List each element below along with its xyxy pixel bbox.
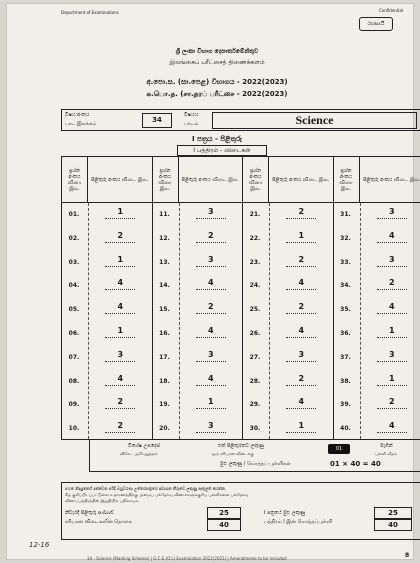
question-number: 16.: [159, 329, 170, 337]
question-number: 37.: [340, 353, 351, 361]
subject-number-label-ta: பாட இலக்கம்: [65, 121, 97, 127]
marking-note-panel: [61, 482, 420, 540]
subject-name-label-ta: பாடம்: [184, 121, 199, 127]
answer-value: 4: [207, 325, 214, 335]
special-instructions-si: විශේෂ උපදෙස්: [128, 443, 160, 449]
answer-value: 3: [207, 254, 214, 264]
answer-value: 4: [298, 397, 305, 407]
answer-underline: [286, 432, 316, 433]
dept-english: Department of Examinations: [61, 10, 119, 15]
answer-underline: [286, 313, 316, 314]
header-answer-number-3: පිළිතුරු අංකය விடை இல.: [269, 157, 334, 203]
answer-value: 2: [388, 397, 395, 407]
header-question-number-4: ප්‍රශ්න අංකය வினா இல.: [334, 157, 360, 203]
confidential-label: Confidential: [379, 8, 404, 13]
question-number: 23.: [249, 258, 261, 266]
answer-value: 3: [207, 349, 214, 359]
header-answer-number-4: පිළිතුරු අංකය விடை இல.: [363, 177, 420, 183]
answer-value: 1: [388, 373, 395, 383]
handwritten-note: 12-16: [29, 541, 50, 549]
answer-underline: [196, 242, 226, 243]
header-question-number-1: ප්‍රශ්න අංකය வினா இல.: [62, 157, 88, 203]
question-number: 14.: [159, 282, 170, 290]
subject-number-label-si: විෂය අංකය: [65, 112, 90, 118]
answer-value: 4: [207, 373, 214, 383]
question-number: 25.: [249, 306, 261, 314]
paper-total-label-si: I පත්‍රයේ මුළු ලකුණු: [264, 510, 306, 516]
answer-underline: [105, 266, 135, 267]
answer-value: 1: [298, 421, 305, 431]
paper-title-si: I පත්‍රය - පිළිතුරු: [192, 135, 242, 143]
answer-underline: [105, 313, 135, 314]
answer-value: 4: [117, 302, 124, 312]
header-answer-number-1: පිළිතුරු අංකය விடை இல.: [88, 157, 153, 203]
marks-badge: 01: [328, 444, 350, 454]
answer-underline: [377, 313, 407, 314]
answer-underline: [105, 289, 135, 290]
answer-underline: [286, 289, 316, 290]
question-number: 05.: [68, 306, 80, 314]
question-number: 34.: [340, 282, 351, 290]
column-divider: [88, 203, 89, 439]
question-number: 27.: [249, 353, 261, 361]
answer-value: 2: [298, 373, 305, 383]
subject-name-value: Science: [212, 112, 417, 129]
answer-underline: [105, 408, 135, 409]
answer-value: 1: [388, 325, 395, 335]
answer-underline: [105, 337, 135, 338]
total-marks-label: මුළු ලකුණු / மொத்தப் புள்ளிகள்: [220, 461, 291, 467]
per-answer-label-si: එක් පිළිතුරකට ලකුණු: [218, 443, 265, 449]
question-number: 30.: [249, 425, 261, 433]
special-instructions-ta: விசேட அறிவுறுத்தல்: [120, 451, 158, 456]
answer-underline: [196, 218, 226, 219]
answer-underline: [196, 385, 226, 386]
answer-underline: [286, 242, 316, 243]
points-label-ta: புள்ளி வீதம்: [375, 451, 397, 456]
question-number: 36.: [340, 329, 351, 337]
answer-value: 2: [298, 254, 305, 264]
question-number: 18.: [159, 377, 170, 385]
per-answer-label-ta: ஒரு சரியான விடைக்கு: [212, 451, 254, 456]
correct-count-label-ta: சரியான விடைகளின் தொகை: [65, 519, 132, 525]
header-question-number-2: ප්‍රශ්න අංකය வினா இல.: [153, 157, 179, 203]
answer-underline: [105, 385, 135, 386]
answer-value: 4: [388, 421, 395, 431]
paper-title-ta: I பத்திரம் - விடைகள்: [177, 145, 267, 156]
answer-underline: [377, 432, 407, 433]
question-number: 06.: [68, 329, 80, 337]
answer-value: 4: [117, 373, 124, 383]
question-number: 29.: [249, 401, 261, 409]
question-number: 20.: [159, 425, 170, 433]
answer-underline: [196, 408, 226, 409]
answer-value: 2: [117, 397, 124, 407]
tamil-department: இலங்கைப் பரீட்சைத் திணைக்களம்: [169, 59, 265, 66]
subject-name-label-si: විෂයය: [184, 112, 199, 118]
question-number: 21.: [249, 210, 261, 218]
answer-underline: [196, 337, 226, 338]
question-number: 03.: [68, 258, 80, 266]
question-number: 39.: [340, 401, 351, 409]
answer-value: 3: [388, 206, 395, 216]
answer-value: 4: [388, 230, 395, 240]
answer-underline: [105, 361, 135, 362]
note-sinhala: පහත නිදසුනෙහි දක්වෙන පරිදි බහුවරණ උත්තරපත්‍රයේ අවසාන තීරුවේ ලකුණු ඇතුළත් කරන්න.: [65, 486, 227, 491]
correct-count-top: 25: [207, 507, 241, 519]
answer-underline: [377, 266, 407, 267]
paper-total-top: 25: [374, 507, 412, 519]
note-tamil: கீழ் குறிப்பிடப்பட்டுள்ள உதாரணத்திற்கு அமைய பல்தேர்வு வினாக்களுக்குரிய புள்ளிகளை பல்தேர்வு: [65, 492, 249, 497]
answer-underline: [286, 218, 316, 219]
answer-value: 3: [117, 349, 124, 359]
confidential-box: රහස්‍යයි: [359, 17, 393, 31]
answer-value: 4: [117, 278, 124, 288]
grid-header: [62, 157, 420, 203]
answer-underline: [196, 432, 226, 433]
answer-value: 3: [207, 206, 214, 216]
question-number: 35.: [340, 306, 351, 314]
answer-underline: [377, 242, 407, 243]
answer-underline: [377, 289, 407, 290]
paper-total-label-ta: பத்திரம் I இன் மொத்தப்புள்ளி: [264, 519, 333, 525]
answer-value: 2: [117, 230, 124, 240]
answer-underline: [105, 432, 135, 433]
question-number: 13.: [159, 258, 170, 266]
sinhala-department: ශ්‍රී ලංකා විභාග දෙපාර්තමේන්තුව: [175, 48, 259, 55]
question-number: 24.: [249, 282, 261, 290]
answer-underline: [105, 242, 135, 243]
answer-underline: [377, 385, 407, 386]
question-number: 08.: [68, 377, 80, 385]
answer-underline: [377, 218, 407, 219]
points-label-si: මැගින්: [380, 443, 393, 449]
question-number: 10.: [68, 425, 80, 433]
answer-underline: [286, 361, 316, 362]
question-number: 07.: [68, 353, 80, 361]
question-number: 15.: [159, 306, 170, 314]
paper-total-bottom: 40: [374, 519, 412, 531]
answer-value: 3: [388, 349, 395, 359]
subject-row: [61, 109, 420, 131]
answer-sheet: [6, 3, 420, 561]
answer-underline: [286, 385, 316, 386]
answer-underline: [196, 266, 226, 267]
answer-value: 4: [298, 278, 305, 288]
marks-calculation: 01 × 40 = 40: [330, 460, 381, 468]
question-number: 40.: [340, 425, 351, 433]
column-divider: [269, 203, 270, 439]
question-number: 31.: [340, 210, 351, 218]
answer-value: 2: [207, 230, 214, 240]
answer-value: 2: [298, 206, 305, 216]
answer-grid: [61, 156, 420, 440]
exam-title-sinhala: අ.පො.ස. (සා.පෙළ) විභාගය - 2022(2023): [146, 78, 288, 86]
question-number: 17.: [159, 353, 170, 361]
answer-value: 1: [117, 254, 124, 264]
question-number: 28.: [249, 377, 261, 385]
answer-underline: [286, 337, 316, 338]
answer-underline: [105, 218, 135, 219]
answer-value: 1: [298, 230, 305, 240]
answer-value: 3: [207, 421, 214, 431]
answer-underline: [196, 361, 226, 362]
column-divider: [179, 203, 180, 439]
question-number: 11.: [159, 210, 170, 218]
subject-number-value: 34: [142, 113, 172, 128]
header-answer-number-2: පිළිතුරු අංකය விடை இல.: [179, 157, 244, 203]
question-number: 04.: [68, 282, 80, 290]
answer-value: 4: [298, 325, 305, 335]
instruction-panel: [89, 440, 420, 472]
question-number: 02.: [68, 234, 80, 242]
answer-underline: [377, 408, 407, 409]
answer-underline: [196, 289, 226, 290]
question-number: 32.: [340, 234, 351, 242]
answer-value: 3: [298, 349, 305, 359]
exam-title-tamil: க.பொ.த. (சா.தரப் பரீட்சை - 2022(2023): [146, 90, 288, 98]
column-divider: [360, 203, 361, 439]
answer-underline: [196, 313, 226, 314]
question-number: 26.: [249, 329, 261, 337]
question-number: 01.: [68, 210, 80, 218]
answer-value: 2: [298, 302, 305, 312]
page-number: 8: [405, 552, 410, 559]
question-number: 09.: [68, 401, 80, 409]
question-number: 38.: [340, 377, 351, 385]
answer-underline: [377, 361, 407, 362]
answer-value: 1: [117, 206, 124, 216]
answer-value: 3: [388, 254, 395, 264]
correct-count-label-si: නිවැරදි පිළිතුරු සංඛ්‍යාව: [65, 510, 115, 516]
answer-value: 1: [117, 325, 124, 335]
question-number: 19.: [159, 401, 170, 409]
answer-underline: [377, 337, 407, 338]
answer-value: 2: [117, 421, 124, 431]
answer-value: 1: [207, 397, 214, 407]
question-number: 22.: [249, 234, 261, 242]
note-tamil-2: வினாப்பத்திரத்தின் இறுதியில் பதிக்கவும்.: [65, 498, 140, 503]
question-number: 33.: [340, 258, 351, 266]
answer-value: 2: [388, 278, 395, 288]
answer-value: 4: [207, 278, 214, 288]
answer-value: 4: [388, 302, 395, 312]
correct-count-bottom: 40: [207, 519, 241, 531]
answer-underline: [286, 408, 316, 409]
footer-line: 34 - Science (Marking Scheme) | G.C.E.(O.L) Examination 2022(2023) | Amendments to be included: [87, 556, 287, 561]
answer-value: 2: [207, 302, 214, 312]
question-number: 12.: [159, 234, 170, 242]
header-question-number-3: ප්‍රශ්න අංකය வினா இல.: [243, 157, 269, 203]
answer-underline: [286, 266, 316, 267]
